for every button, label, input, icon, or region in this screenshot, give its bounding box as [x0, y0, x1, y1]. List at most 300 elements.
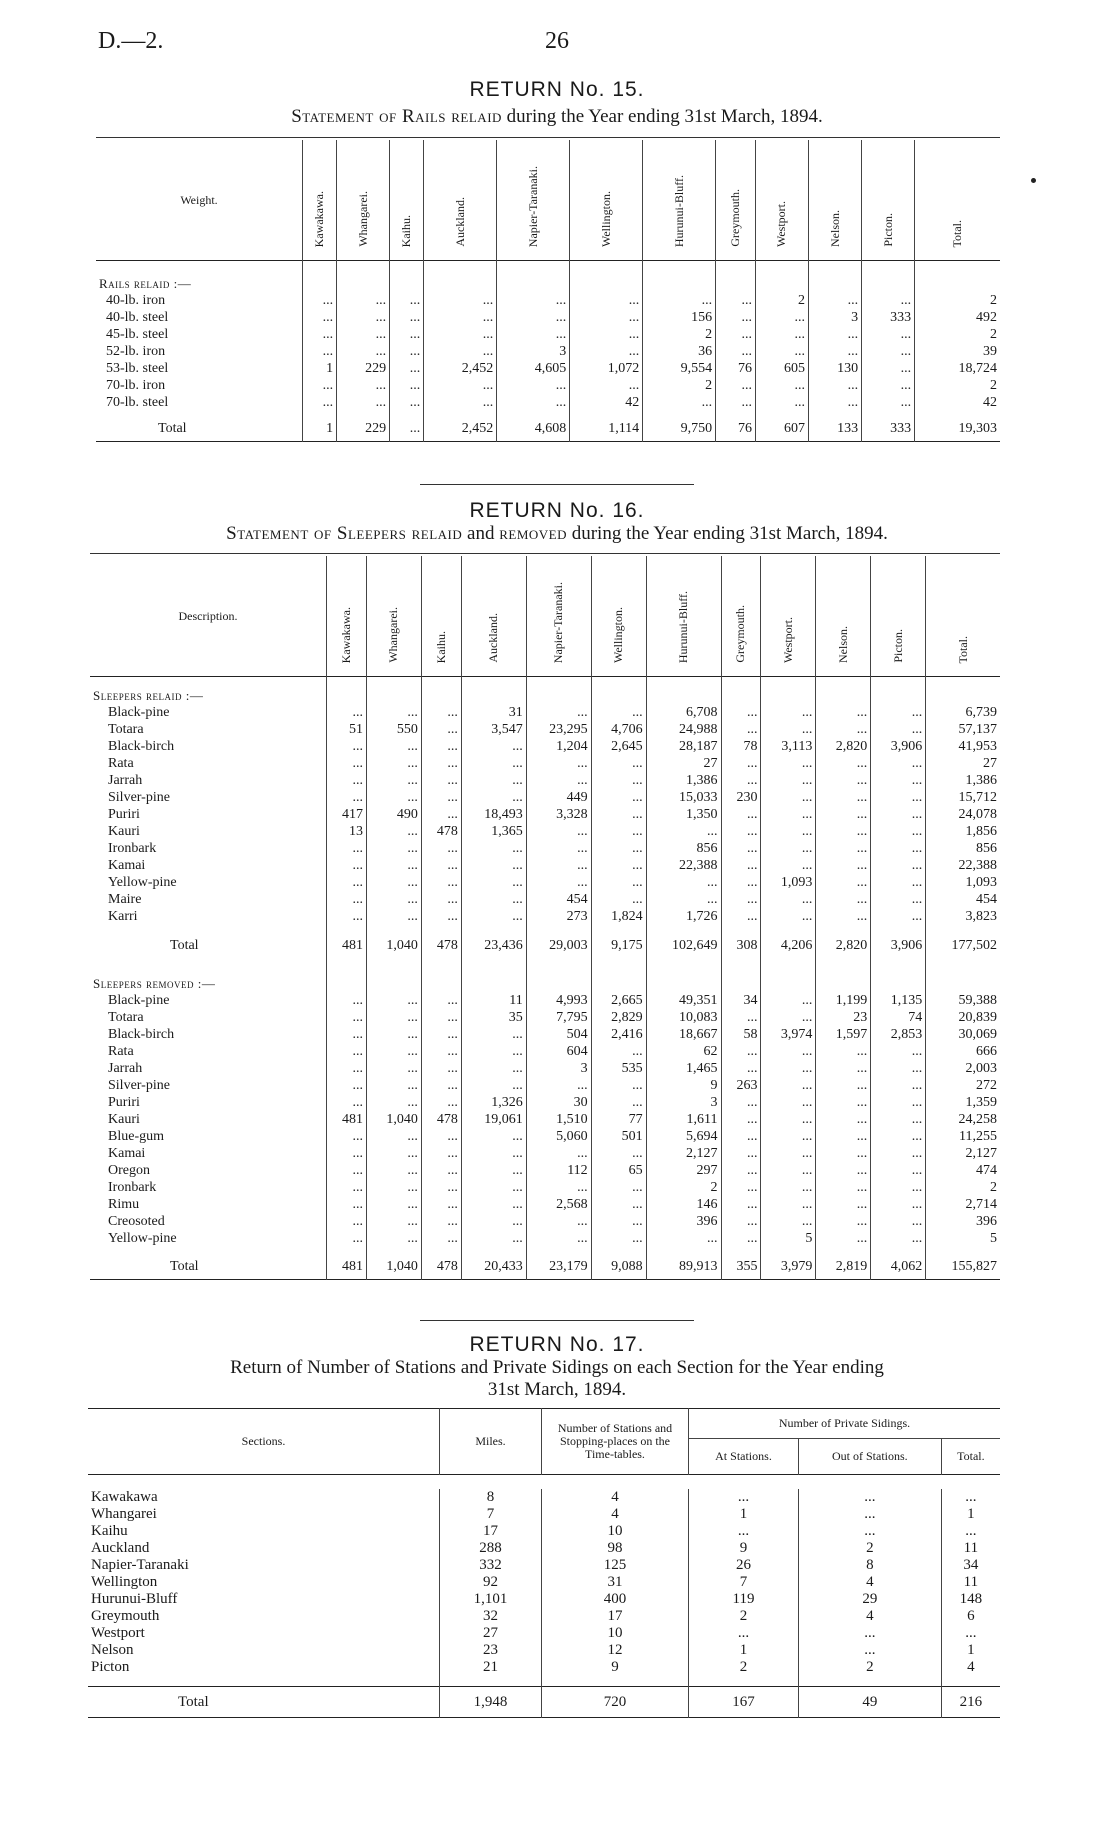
cell-value: ...: [721, 1094, 761, 1111]
blank-cell: [366, 687, 421, 704]
blank-cell: [646, 957, 721, 975]
cell-value: 6,739: [926, 704, 1000, 721]
cell-value: ...: [761, 789, 816, 806]
cell-out: 4: [798, 1608, 941, 1625]
cell-value: ...: [327, 1009, 367, 1026]
blank-cell: [761, 1247, 816, 1255]
data-row: [90, 772, 1000, 789]
cell-value: 2: [755, 292, 808, 309]
row-label: Silver-pine: [108, 1078, 170, 1093]
cell-value: ...: [366, 1196, 421, 1213]
cell-value: ...: [871, 823, 926, 840]
cell-value: 2: [915, 292, 1000, 309]
col-header: [424, 140, 497, 261]
cell-value: ...: [761, 704, 816, 721]
cell-value: 1,114: [570, 417, 643, 441]
cell-value: ...: [816, 755, 871, 772]
blank-cell: [816, 925, 871, 933]
row-label: Yellow-pine: [108, 1231, 177, 1246]
cell-value: ...: [716, 394, 756, 411]
data-row: [90, 1043, 1000, 1060]
cell-value: ...: [327, 1128, 367, 1145]
cell-value: ...: [461, 1196, 526, 1213]
cell-value: ...: [390, 292, 424, 309]
page-number: 26: [545, 28, 569, 54]
cell-value: ...: [816, 772, 871, 789]
cell-value: 5,060: [526, 1128, 591, 1145]
cell-value: 417: [327, 806, 367, 823]
cell-stations: 10: [542, 1625, 689, 1642]
header-row: [96, 140, 1000, 261]
cell-value: ...: [761, 1060, 816, 1077]
blank-cell: [591, 687, 646, 704]
col-header: [809, 140, 862, 261]
cell-value: 272: [926, 1077, 1000, 1094]
row-label: Totara: [108, 722, 144, 737]
cell-value: ...: [591, 1179, 646, 1196]
cell-value: ...: [755, 377, 808, 394]
cell-value: 1,204: [526, 738, 591, 755]
cell-value: 1,040: [366, 1255, 421, 1279]
blank-cell: [721, 1247, 761, 1255]
col-header: [816, 556, 871, 677]
cell-value: 24,988: [646, 721, 721, 738]
col-out-of-stations: Out of Stations.: [798, 1439, 941, 1475]
spacer-row: [88, 1676, 1000, 1687]
cell-value: 28,187: [646, 738, 721, 755]
cell-value: ...: [816, 789, 871, 806]
cell-value: 6,708: [646, 704, 721, 721]
blank-cell: [862, 261, 915, 276]
cell-value: ...: [646, 891, 721, 908]
cell-value: ...: [755, 394, 808, 411]
blank-cell: [716, 275, 756, 292]
cell-value: 130: [809, 360, 862, 377]
cell-value: 230: [721, 789, 761, 806]
cell-value: ...: [526, 1145, 591, 1162]
spacer-row: [90, 925, 1000, 933]
return-15-subtitle: Statement of Rails relaid during the Year ending 31st March, 1894.: [291, 106, 823, 127]
cell-value: ...: [327, 992, 367, 1009]
cell-value: ...: [390, 360, 424, 377]
cell-value: ...: [390, 394, 424, 411]
cell-value: ...: [721, 1145, 761, 1162]
blank-cell: [761, 677, 816, 688]
cell-value: ...: [570, 309, 643, 326]
row-label: Rata: [108, 1044, 134, 1059]
cell-value: ...: [366, 704, 421, 721]
data-row: [90, 789, 1000, 806]
cell-value: ...: [862, 292, 915, 309]
cell-value: 1,359: [926, 1094, 1000, 1111]
cell-value: 3,906: [871, 738, 926, 755]
cell-value: 23,295: [526, 721, 591, 738]
cell-value: 2: [646, 1179, 721, 1196]
cell-value: ...: [366, 857, 421, 874]
cell-value: 3,979: [761, 1255, 816, 1279]
cell-value: 51: [327, 721, 367, 738]
row-label: Rata: [108, 756, 134, 771]
cell-value: 4,706: [591, 721, 646, 738]
cell-value: ...: [327, 1196, 367, 1213]
cell-miles: 1,948: [440, 1687, 542, 1718]
cell-value: 1,465: [646, 1060, 721, 1077]
cell-value: 76: [716, 360, 756, 377]
row-label: Puriri: [108, 1095, 140, 1110]
cell-value: ...: [421, 1060, 461, 1077]
data-row: [90, 1009, 1000, 1026]
cell-miles: 7: [440, 1506, 542, 1523]
blank-cell: [591, 1247, 646, 1255]
cell-value: ...: [871, 1145, 926, 1162]
cell-value: ...: [591, 1230, 646, 1247]
cell-value: ...: [809, 343, 862, 360]
blank-cell: [643, 275, 716, 292]
blank-cell: [816, 975, 871, 992]
section-divider: [420, 1320, 694, 1321]
cell-stations: 4: [542, 1489, 689, 1506]
cell-out: 4: [798, 1574, 941, 1591]
spacer-row: [88, 1475, 1000, 1490]
cell-value: ...: [327, 1213, 367, 1230]
cell-value: ...: [421, 840, 461, 857]
cell-value: ...: [366, 1230, 421, 1247]
cell-value: ...: [526, 874, 591, 891]
cell-value: 146: [646, 1196, 721, 1213]
col-header-text: Greymouth.: [733, 605, 748, 663]
col-total: Total.: [941, 1439, 1000, 1475]
blank-cell: [421, 687, 461, 704]
cell-section: Napier-Taranaki: [91, 1557, 189, 1573]
cell-value: ...: [721, 1009, 761, 1026]
cell-value: 41,953: [926, 738, 1000, 755]
cell-value: ...: [871, 1230, 926, 1247]
cell-value: 9,554: [643, 360, 716, 377]
cell-value: 396: [926, 1213, 1000, 1230]
cell-value: ...: [816, 1196, 871, 1213]
data-row: [90, 1196, 1000, 1213]
cell-value: ...: [761, 1111, 816, 1128]
cell-value: 9,750: [643, 417, 716, 441]
cell-stations: 4: [542, 1506, 689, 1523]
cell-value: ...: [461, 1145, 526, 1162]
cell-value: ...: [871, 857, 926, 874]
cell-value: 2,820: [816, 933, 871, 957]
cell-value: ...: [497, 309, 570, 326]
col-header-text: Kawakawa.: [338, 606, 353, 663]
blank-cell: [440, 1676, 542, 1687]
blank-cell: [337, 275, 390, 292]
cell-value: 2: [926, 1179, 1000, 1196]
cell-value: 297: [646, 1162, 721, 1179]
cell-miles: 332: [440, 1557, 542, 1574]
cell-value: ...: [424, 292, 497, 309]
cell-value: 490: [366, 806, 421, 823]
cell-value: ...: [721, 1128, 761, 1145]
cell-value: 478: [421, 823, 461, 840]
cell-value: ...: [871, 1094, 926, 1111]
cell-value: 3: [646, 1094, 721, 1111]
cell-value: ...: [755, 326, 808, 343]
return-16-title: RETURN No. 16.: [469, 499, 645, 522]
cell-value: 856: [646, 840, 721, 857]
cell-value: 4,608: [497, 417, 570, 441]
cell-value: 18,667: [646, 1026, 721, 1043]
cell-value: ...: [526, 772, 591, 789]
row-label: Jarrah: [108, 773, 143, 788]
cell-value: ...: [816, 840, 871, 857]
blank-cell: [926, 1247, 1000, 1255]
cell-value: ...: [721, 772, 761, 789]
cell-stations: 400: [542, 1591, 689, 1608]
cell-value: ...: [421, 1196, 461, 1213]
cell-value: ...: [327, 857, 367, 874]
cell-value: 2,820: [816, 738, 871, 755]
stations-table: [88, 1408, 1000, 1718]
cell-value: 62: [646, 1043, 721, 1060]
cell-value: ...: [716, 377, 756, 394]
cell-value: 1,093: [761, 874, 816, 891]
cell-value: ...: [816, 1230, 871, 1247]
blank-cell: [716, 261, 756, 276]
cell-value: ...: [327, 738, 367, 755]
cell-value: ...: [461, 1077, 526, 1094]
cell-value: ...: [421, 721, 461, 738]
blank-cell: [862, 275, 915, 292]
blank-cell: [526, 975, 591, 992]
row-label: Kamai: [108, 1146, 146, 1161]
cell-at: 1: [689, 1642, 799, 1659]
cell-value: 2,003: [926, 1060, 1000, 1077]
row-label: Black-birch: [108, 1027, 175, 1042]
cell-value: ...: [591, 1196, 646, 1213]
cell-value: ...: [816, 1128, 871, 1145]
cell-value: 77: [591, 1111, 646, 1128]
col-header: [646, 556, 721, 677]
cell-value: ...: [421, 772, 461, 789]
cell-value: ...: [761, 1077, 816, 1094]
cell-value: ...: [871, 721, 926, 738]
blank-cell: [816, 687, 871, 704]
blank-cell: [646, 677, 721, 688]
cell-value: ...: [761, 1009, 816, 1026]
cell-value: ...: [421, 755, 461, 772]
blank-cell: [327, 975, 367, 992]
cell-value: 3,974: [761, 1026, 816, 1043]
cell-value: 20,839: [926, 1009, 1000, 1026]
cell-value: ...: [327, 1230, 367, 1247]
cell-value: ...: [366, 908, 421, 925]
data-row: [90, 1213, 1000, 1230]
total-row: [90, 1255, 1000, 1279]
row-label: Total: [170, 1259, 199, 1275]
cell-value: ...: [461, 738, 526, 755]
cell-value: 550: [366, 721, 421, 738]
cell-value: 481: [327, 933, 367, 957]
cell-miles: 32: [440, 1608, 542, 1625]
cell-value: 1,072: [570, 360, 643, 377]
row-label: 70-lb. iron: [106, 378, 166, 393]
col-header: [526, 556, 591, 677]
cell-value: ...: [366, 840, 421, 857]
row-label: Oregon: [108, 1163, 150, 1178]
cell-value: ...: [327, 1077, 367, 1094]
blank-cell: [390, 261, 424, 276]
col-header: [461, 556, 526, 677]
cell-value: ...: [327, 1162, 367, 1179]
col-header-text: Westport.: [774, 200, 789, 247]
cell-section: Picton: [91, 1659, 130, 1675]
return-17-subtitle-line1: Return of Number of Stations and Private Sidings on each Section for the Year ending: [230, 1357, 884, 1378]
cell-value: ...: [421, 1162, 461, 1179]
col-header-text: Total.: [955, 635, 970, 663]
cell-value: ...: [816, 1077, 871, 1094]
rails-relaid-table: [96, 140, 1000, 442]
cell-value: 27: [646, 755, 721, 772]
cell-value: 27: [926, 755, 1000, 772]
total-row: [88, 1687, 1000, 1718]
cell-value: ...: [871, 1043, 926, 1060]
cell-value: ...: [721, 806, 761, 823]
blank-cell: [761, 975, 816, 992]
cell-value: 355: [721, 1255, 761, 1279]
cell-value: ...: [816, 1043, 871, 1060]
cell-value: ...: [366, 823, 421, 840]
data-row: [96, 326, 1000, 343]
cell-value: ...: [721, 755, 761, 772]
blank-cell: [591, 925, 646, 933]
cell-value: ...: [421, 806, 461, 823]
col-header-text: Wellington.: [611, 606, 626, 663]
cell-section: Nelson: [91, 1642, 134, 1658]
cell-value: 2: [915, 326, 1000, 343]
data-row: [90, 823, 1000, 840]
cell-value: ...: [497, 292, 570, 309]
cell-value: 2,829: [591, 1009, 646, 1026]
col-private-sidings: Number of Private Sidings.: [689, 1409, 1001, 1439]
cell-value: ...: [526, 1077, 591, 1094]
blank-cell: [689, 1676, 799, 1687]
cell-value: 39: [915, 343, 1000, 360]
cell-value: ...: [526, 840, 591, 857]
cell-value: 666: [926, 1043, 1000, 1060]
cell-value: 10,083: [646, 1009, 721, 1026]
cell-value: ...: [526, 704, 591, 721]
cell-value: 333: [862, 309, 915, 326]
cell-value: 35: [461, 1009, 526, 1026]
blank-cell: [303, 261, 337, 276]
col-header-text: Picton.: [890, 629, 905, 663]
cell-value: ...: [721, 857, 761, 874]
cell-value: ...: [721, 823, 761, 840]
cell-value: 4,062: [871, 1255, 926, 1279]
cell-section: Greymouth: [91, 1608, 160, 1624]
cell-value: ...: [327, 874, 367, 891]
blank-cell: [366, 975, 421, 992]
col-stations: Number of Stations and Stopping-places on the Time-tables.: [542, 1409, 689, 1475]
blank-cell: [461, 687, 526, 704]
cell-value: 156: [643, 309, 716, 326]
cell-value: ...: [591, 806, 646, 823]
page-header: [0, 28, 1114, 58]
blank-cell: [96, 261, 303, 276]
cell-value: ...: [424, 394, 497, 411]
blank-cell: [366, 677, 421, 688]
cell-value: 3,328: [526, 806, 591, 823]
cell-total: 148: [941, 1591, 1000, 1608]
cell-value: ...: [424, 377, 497, 394]
col-header: [390, 140, 424, 261]
cell-value: ...: [761, 823, 816, 840]
cell-section: Westport: [91, 1625, 145, 1641]
cell-value: 24,258: [926, 1111, 1000, 1128]
row-label: 40-lb. iron: [106, 293, 166, 308]
cell-value: ...: [303, 326, 337, 343]
cell-value: ...: [327, 1094, 367, 1111]
cell-value: 30: [526, 1094, 591, 1111]
data-row: [88, 1523, 1000, 1540]
cell-value: 59,388: [926, 992, 1000, 1009]
cell-value: 229: [337, 360, 390, 377]
row-label: Yellow-pine: [108, 875, 177, 890]
cell-value: ...: [327, 1060, 367, 1077]
col-header-text: Total.: [950, 219, 965, 247]
cell-value: ...: [303, 394, 337, 411]
cell-value: ...: [424, 343, 497, 360]
cell-out: ...: [798, 1489, 941, 1506]
cell-value: ...: [761, 840, 816, 857]
cell-value: ...: [421, 1179, 461, 1196]
cell-value: ...: [327, 1026, 367, 1043]
cell-value: 65: [591, 1162, 646, 1179]
cell-value: 19,061: [461, 1111, 526, 1128]
total-row: [90, 933, 1000, 957]
cell-value: ...: [421, 1077, 461, 1094]
cell-value: ...: [809, 377, 862, 394]
cell-value: 30,069: [926, 1026, 1000, 1043]
cell-value: ...: [591, 891, 646, 908]
cell-value: ...: [461, 1043, 526, 1060]
cell-value: ...: [646, 874, 721, 891]
cell-value: 1,386: [926, 772, 1000, 789]
data-row: [88, 1608, 1000, 1625]
col-header-text: Auckland.: [486, 613, 501, 663]
cell-value: 229: [337, 417, 390, 441]
blank-cell: [816, 957, 871, 975]
blank-cell: [809, 275, 862, 292]
data-row: [88, 1574, 1000, 1591]
cell-value: 155,827: [926, 1255, 1000, 1279]
cell-value: 11,255: [926, 1128, 1000, 1145]
cell-value: ...: [591, 755, 646, 772]
data-row: [96, 292, 1000, 309]
cell-value: ...: [816, 1145, 871, 1162]
cell-value: ...: [862, 394, 915, 411]
col-header-text: Greymouth.: [728, 189, 743, 247]
blank-cell: [570, 275, 643, 292]
row-label: Jarrah: [108, 1061, 143, 1076]
cell-miles: 8: [440, 1489, 542, 1506]
cell-value: 3: [497, 343, 570, 360]
cell-value: ...: [526, 1213, 591, 1230]
cell-value: 2,452: [424, 417, 497, 441]
data-row: [88, 1591, 1000, 1608]
spacer-row: [96, 261, 1000, 276]
cell-value: ...: [591, 840, 646, 857]
blank-cell: [816, 677, 871, 688]
cell-value: ...: [366, 874, 421, 891]
cell-value: 15,712: [926, 789, 1000, 806]
